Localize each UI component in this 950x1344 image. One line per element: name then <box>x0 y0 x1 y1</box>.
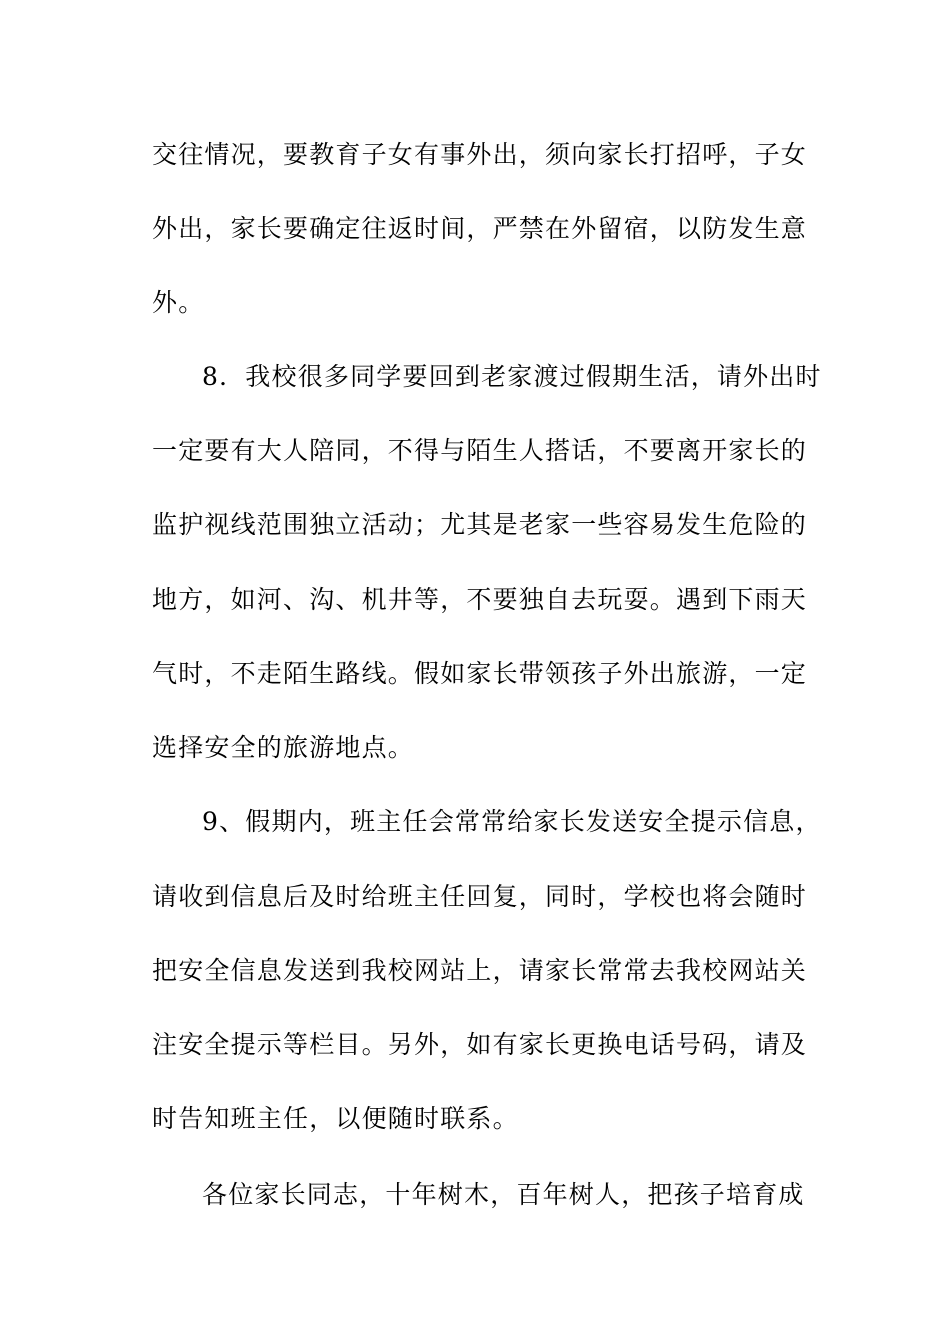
paragraph-9-start: 9、假期内，班主任会常常给家长发送安全提示信息， <box>202 807 822 836</box>
closing-paragraph-start: 各位家长同志，十年树木，百年树人，把孩子培育成 <box>202 1180 805 1209</box>
text-line: 一定要有大人陪同，不得与陌生人搭话，不要离开家长的 <box>152 436 808 465</box>
text-line: 外。 <box>152 288 205 317</box>
text-line: 注安全提示等栏目。另外，如有家长更换电话号码，请及 <box>152 1030 808 1059</box>
text-line: 监护视线范围独立活动；尤其是老家一些容易发生危险的 <box>152 510 808 539</box>
text-line: 请收到信息后及时给班主任回复，同时，学校也将会随时 <box>152 882 808 911</box>
text-line: 时告知班主任，以便随时联系。 <box>152 1104 519 1133</box>
text-line: 选择安全的旅游地点。 <box>152 733 415 762</box>
text-line: 气时，不走陌生路线。假如家长带领孩子外出旅游，一定 <box>152 659 808 688</box>
text-line: 外出，家长要确定往返时间，严禁在外留宿，以防发生意 <box>152 214 808 243</box>
text-line: 把安全信息发送到我校网站上，请家长常常去我校网站关 <box>152 956 808 985</box>
paragraph-8-start: 8．我校很多同学要回到老家渡过假期生活，请外出时 <box>202 362 822 391</box>
text-line: 交往情况，要教育子女有事外出，须向家长打招呼，子女 <box>152 140 808 169</box>
text-line: 地方，如河、沟、机井等，不要独自去玩耍。遇到下雨天 <box>152 585 808 614</box>
